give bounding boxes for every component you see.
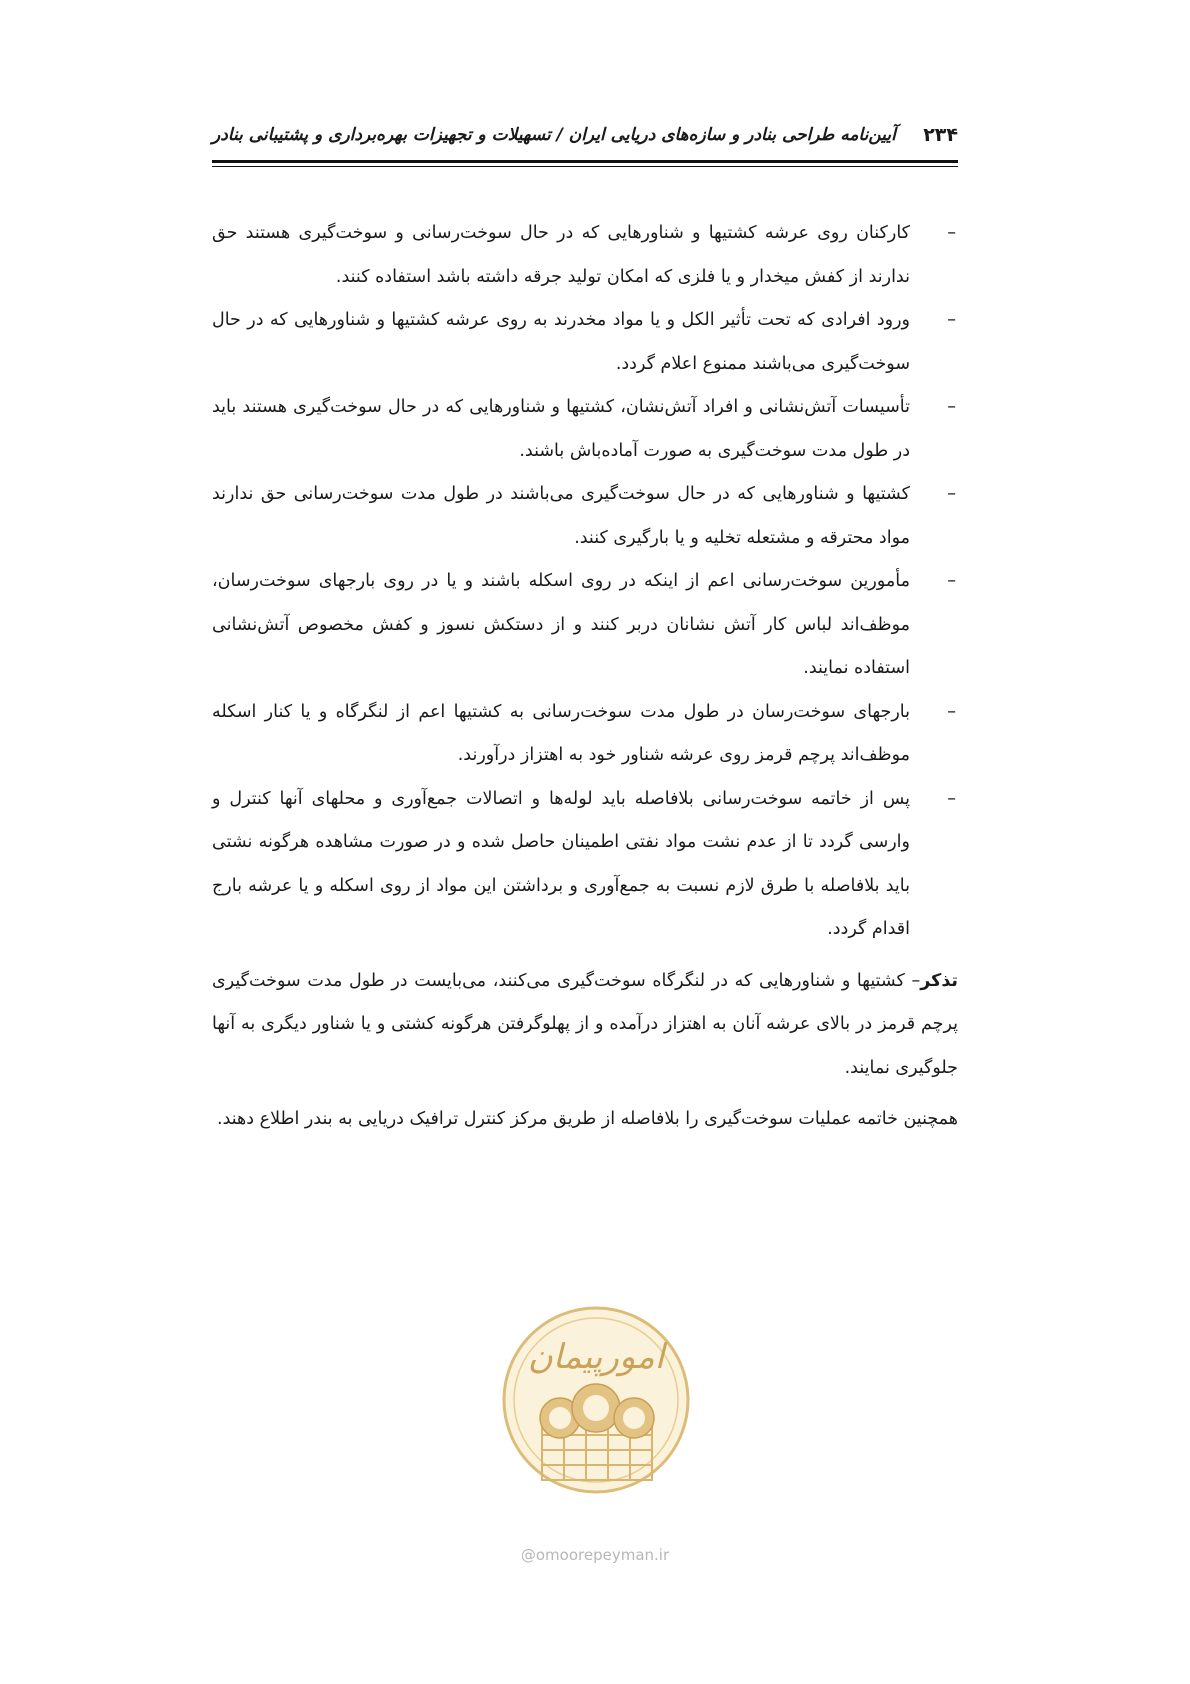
bullet-dash: – xyxy=(947,571,956,591)
running-header xyxy=(212,124,958,156)
note-text: کشتیها و شناورهایی که در لنگرگاه سوخت‌گیری می‌کنند، می‌بایست در طول مدت سوخت‌گیری پرچم قرمز در بالای عرشه آنان به اهتزاز درآمده و از پهلوگرفتن هرگونه کشتی و یا شناور دیگری به آنها جلوگیری نمایند. xyxy=(212,970,958,1078)
bullet-dash: – xyxy=(947,223,956,243)
list-item xyxy=(212,691,958,778)
bullet-dash: – xyxy=(947,788,956,809)
header-rule-thick xyxy=(212,160,958,163)
body-text xyxy=(212,212,958,1142)
list-item-text: تأسیسات آتش‌نشانی و افراد آتش‌نشان، کشتیها و شناورهایی که در حال سوخت‌گیری هستند باید در طول مدت سوخت‌گیری به صورت آماده‌باش باشند. xyxy=(212,397,910,461)
list-item-text: بارجهای سوخت‌رسان در طول مدت سوخت‌رسانی به کشتیها اعم از لنگرگاه و یا کنار اسکله موظف‌اند پرچم قرمز روی عرشه شناور خود به اهتزاز درآورند. xyxy=(212,701,910,765)
note-separator: – xyxy=(904,970,921,991)
list-item xyxy=(212,778,958,952)
list-item xyxy=(212,386,958,473)
header-rule-thin xyxy=(212,166,958,167)
note-label: تذکر xyxy=(920,970,958,991)
list-item xyxy=(212,560,958,691)
list-item-text: کشتیها و شناورهایی که در حال سوخت‌گیری می‌باشند در طول مدت سوخت‌رسانی حق ندارند مواد محترقه و مشتعله تخلیه و یا بارگیری کنند. xyxy=(212,484,910,548)
running-title: آیین‌نامه طراحی بنادر و سازه‌های دریایی ایران / تسهیلات و تجهیزات بهره‌برداری و پشتیبانی بنادر xyxy=(212,125,896,145)
list-item xyxy=(212,473,958,560)
bullet-dash: – xyxy=(947,484,956,504)
page-number: ۲۳۴ xyxy=(923,124,958,146)
bullet-list xyxy=(212,212,958,952)
list-item xyxy=(212,212,958,299)
svg-text:امورپیمان: امورپیمان xyxy=(527,1337,665,1377)
list-item-text: مأمورین سوخت‌رسانی اعم از اینکه در روی اسکله باشند و یا در روی بارجهای سوخت‌رسان، موظف‌اند لباس کار آتش نشانان دربر کنند و از دستکش نسوز و کفش مخصوص آتش‌نشانی استفاده نمایند. xyxy=(212,571,910,678)
list-item-text: کارکنان روی عرشه کشتیها و شناورهایی که در حال سوخت‌رسانی و سوخت‌گیری هستند حق ندارند از کفش میخدار و یا فلزی که امکان تولید جرقه داشته باشد استفاده کنند. xyxy=(212,223,910,287)
list-item-text: پس از خاتمه سوخت‌رسانی بلافاصله باید لوله‌ها و اتصالات جمع‌آوری و محلهای آنها کنترل و وارسی گردد تا از عدم نشت مواد نفتی اطمینان حاصل شده و در صورت مشاهده هرگونه نشتی باید بلافاصله با طرق لازم نسبت به جمع‌آوری و برداشتن این مواد از روی اسکله و یا عرشه بارج اقدام گردد. xyxy=(212,788,910,939)
bullet-dash: – xyxy=(947,701,956,722)
watermark-url: @omoorepeyman.ir xyxy=(520,1546,670,1564)
stamp-logo-icon xyxy=(490,1290,700,1530)
note-paragraph xyxy=(212,960,958,1091)
bullet-dash: – xyxy=(947,310,956,330)
list-item xyxy=(212,299,958,386)
list-item-text: ورود افرادی که تحت تأثیر الکل و یا مواد مخدرند به روی عرشه کشتیها و شناورهایی که در حال سوخت‌گیری می‌باشند ممنوع اعلام گردد. xyxy=(212,310,910,374)
bullet-dash: – xyxy=(947,397,956,417)
closing-paragraph: همچنین خاتمه عملیات سوخت‌گیری را بلافاصله از طریق مرکز کنترل ترافیک دریایی به بندر اطلاع دهند. xyxy=(217,1109,958,1129)
watermark-stamp xyxy=(490,1290,700,1564)
